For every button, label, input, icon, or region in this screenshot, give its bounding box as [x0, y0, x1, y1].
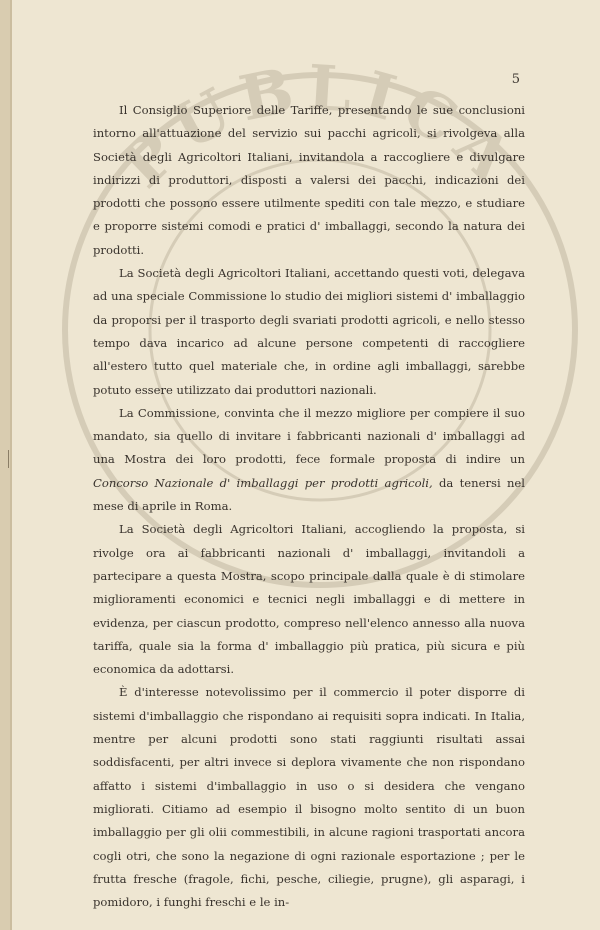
paragraph-3: [93, 402, 525, 518]
paragraph-3-before: La Commissione, convinta che il mezzo migliore per compiere il suo mandato, sia quello di invitare i fabbricanti nazionali d' imballaggi ad una Mostra dei loro prodotti, fece formale proposta di indire un: [93, 405, 525, 467]
paragraph-5: È d'interesse notevolissimo per il commercio il poter disporre di sistemi d'imballaggio che rispondano ai requisiti sopra indicati. In Italia, mentre per alcuni prodotti sono stati raggiunti risultati assai soddisfacenti, per altri invece si deplora vivamente che non rispondano affatto i sistemi d'imballaggio in uso o si desidera che vengano migliorati. Citiamo ad esempio il bisogno molto sentito di un buon imballaggio per gli olii commestibili, in alcune ragioni trasportati ancora cogli otri, che sono la negazione di ogni razionale esportazione ; per le frutta fresche (fragole, fichi, pesche, ciliegie, prugne), gli asparagi, i pomidoro, i funghi freschi e le in-: [93, 685, 525, 910]
paragraph-3-after: da tenersi nel mese di aprile in Roma.: [93, 475, 525, 514]
paragraph-1: Il Consiglio Superiore delle Tariffe, presentando le sue conclusioni intorno all'attuazione del servizio sui pacchi agricoli, si rivolgeva alla Società degli Agricoltori Italiani, invitandola a raccogliere e divulgare indirizzi di produttori, disposti a valersi dei pacchi, indicazioni dei prodotti che possono essere utilmente spediti con tale mezzo, e studiare e proporre sistemi comodi e pratici d' imballaggi, secondo la natura dei prodotti.: [93, 103, 525, 257]
concorso-title: Concorso Nazionale d' imballaggi per prodotti agricoli,: [93, 475, 433, 490]
paragraph-2: La Società degli Agricoltori Italiani, accettando questi voti, delegava ad una speciale Commissione lo studio dei migliori sistemi d' imballaggio da proporsi per il trasporto degli svariati prodotti agricoli, e nello stesso tempo dava incarico ad alcune persone competenti di raccogliere all'estero tutto quel materiale che, in ordine agli imballaggi, sarebbe potuto essere utilizzato dai produttori nazionali.: [93, 266, 525, 397]
watermark-text: PUBLICA: [107, 50, 533, 202]
paragraph-4: La Società degli Agricoltori Italiani, accogliendo la proposta, si rivolge ora ai fabbricanti nazionali d' imballaggi, invitandoli a partecipare a questa Mostra, scopo principale dalla quale è di stimolare miglioramenti economici e tecnici negli imballaggi e di mettere in evidenza, per ciascun prodotto, compreso nell'elenco annesso alla nuova tariffa, quale sia la forma d' imballaggio più pratica, più sicura e più economica da adottarsi.: [93, 522, 525, 677]
margin-mark: [8, 450, 13, 468]
body-text: [93, 99, 525, 914]
page-number: 5: [511, 72, 520, 87]
